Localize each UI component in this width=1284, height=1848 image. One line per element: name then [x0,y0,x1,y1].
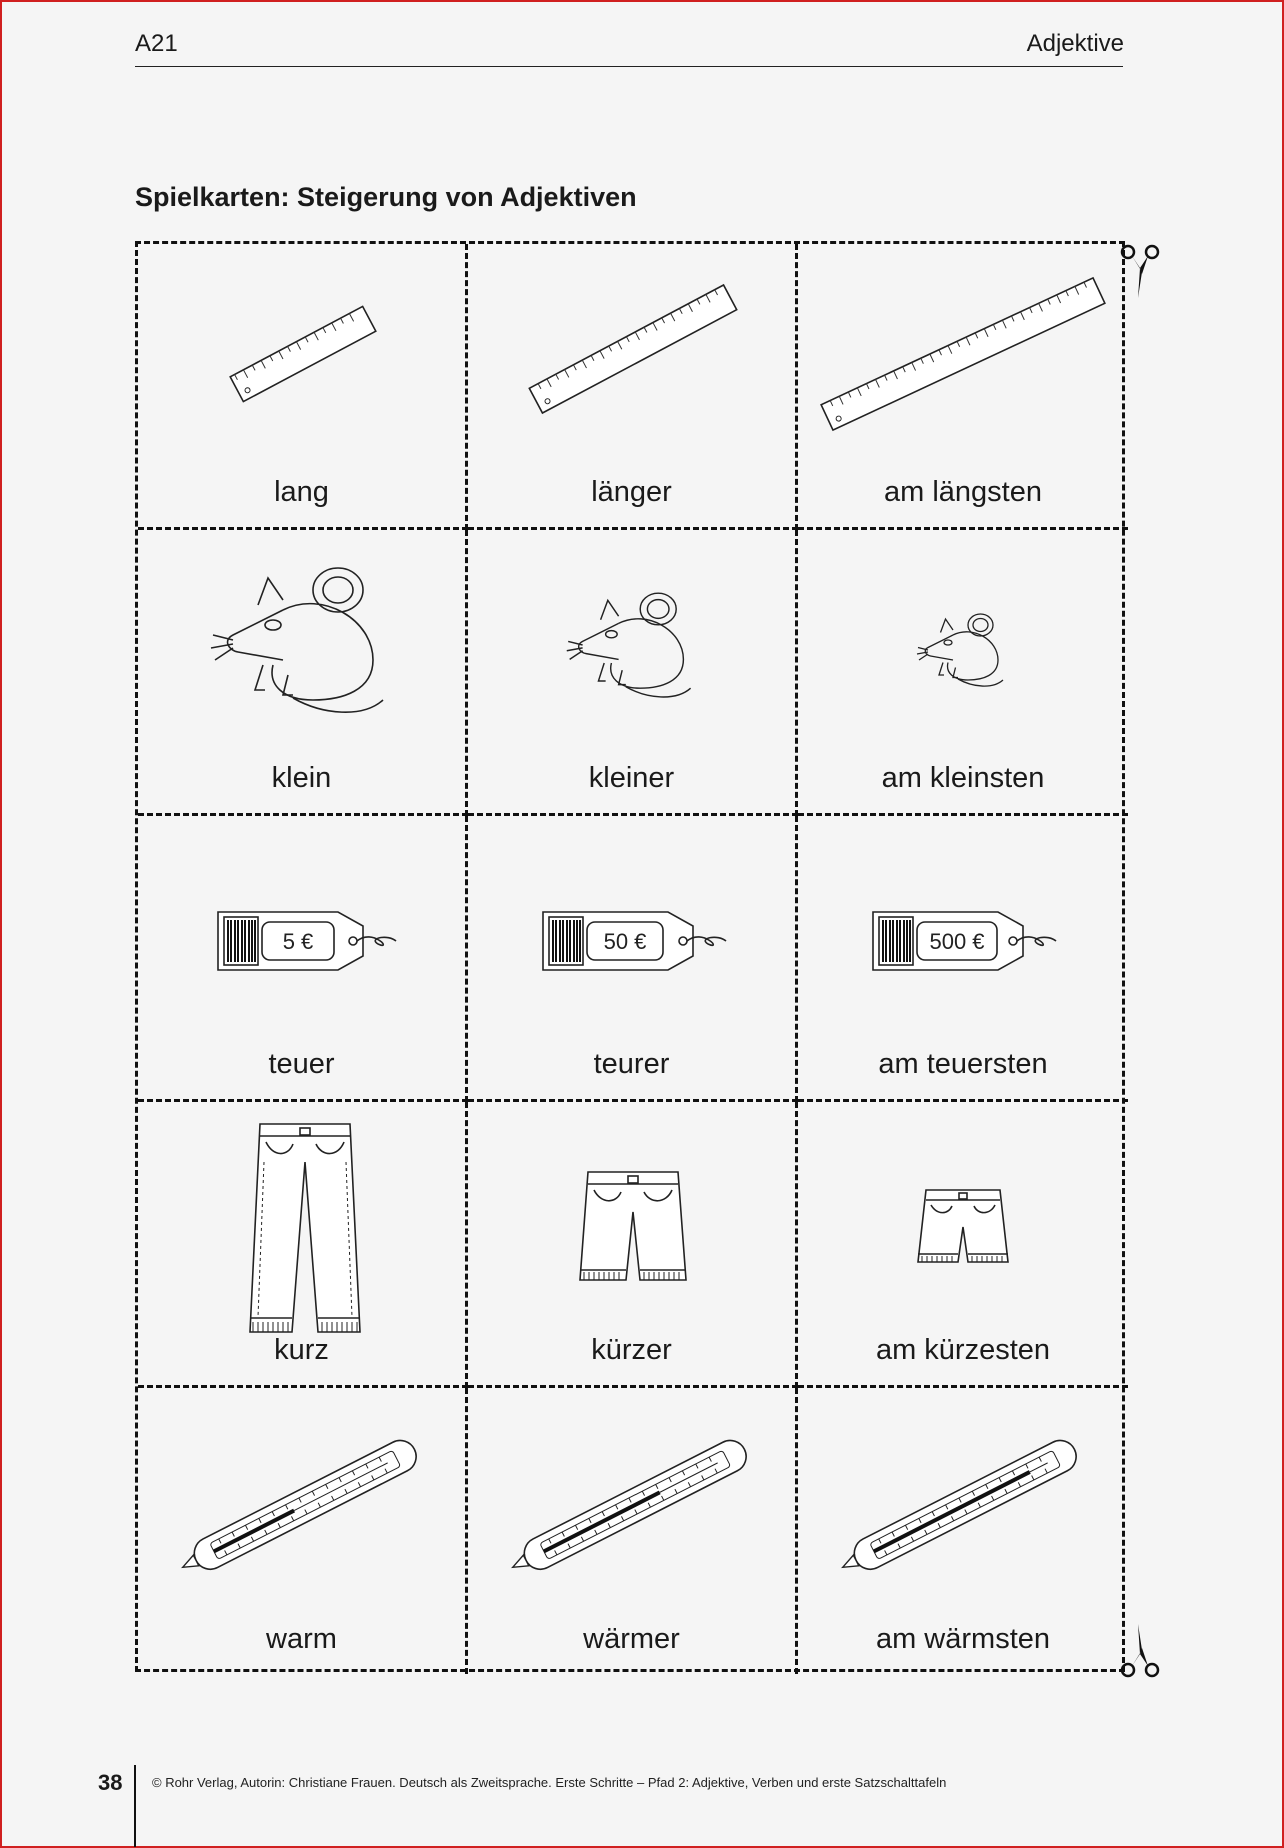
card-word: warm [266,1623,337,1655]
card-teurer[interactable] [468,816,798,1102]
card-teuer[interactable] [138,816,468,1102]
card-word: kurz [274,1334,329,1366]
card-warm[interactable] [138,1388,468,1674]
header-divider [135,66,1123,67]
card-word: wärmer [583,1623,680,1655]
card-word: am wärmsten [875,1623,1051,1655]
card-word: am teuersten [878,1048,1048,1080]
worksheet-topic: Adjektive [1026,30,1124,57]
card-word: kürzer [591,1334,672,1366]
price-label: 50 € [603,929,647,954]
card-lang[interactable] [138,244,468,530]
footer-divider [134,1765,136,1847]
card-word: am längsten [884,476,1042,508]
card-word: teurer [593,1048,670,1080]
card-kurz[interactable] [138,1102,468,1388]
card-kuerzer[interactable] [468,1102,798,1388]
copyright-notice: © Rohr Verlag, Autorin: Christiane Frauen. Deutsch als Zweitsprache. Erste Schritte – Pfad 2: Adjektive, Verben und erste Satzschalttafeln [152,1775,947,1790]
worksheet-code: A21 [135,30,178,57]
page-title: Spielkarten: Steigerung von Adjektiven [135,182,637,212]
card-grid [135,241,1125,1672]
card-word: kleiner [588,762,675,794]
card-am-teuersten[interactable] [798,816,1128,1102]
card-kleiner[interactable] [468,530,798,816]
card-am-kuerzesten[interactable] [798,1102,1128,1388]
card-am-laengsten[interactable] [798,244,1128,530]
card-word: am kürzesten [875,1334,1051,1366]
card-am-waermsten[interactable] [798,1388,1128,1674]
card-word: am kleinsten [881,762,1045,794]
card-am-kleinsten[interactable] [798,530,1128,816]
card-word: lang [274,476,329,508]
page-number: 38 [98,1770,123,1795]
card-waermer[interactable] [468,1388,798,1674]
card-word: klein [271,762,332,794]
card-klein[interactable] [138,530,468,816]
price-label: 5 € [282,929,314,954]
card-laenger[interactable] [468,244,798,530]
card-word: teuer [268,1048,335,1080]
price-label: 500 € [929,929,985,954]
card-word: länger [591,476,672,508]
